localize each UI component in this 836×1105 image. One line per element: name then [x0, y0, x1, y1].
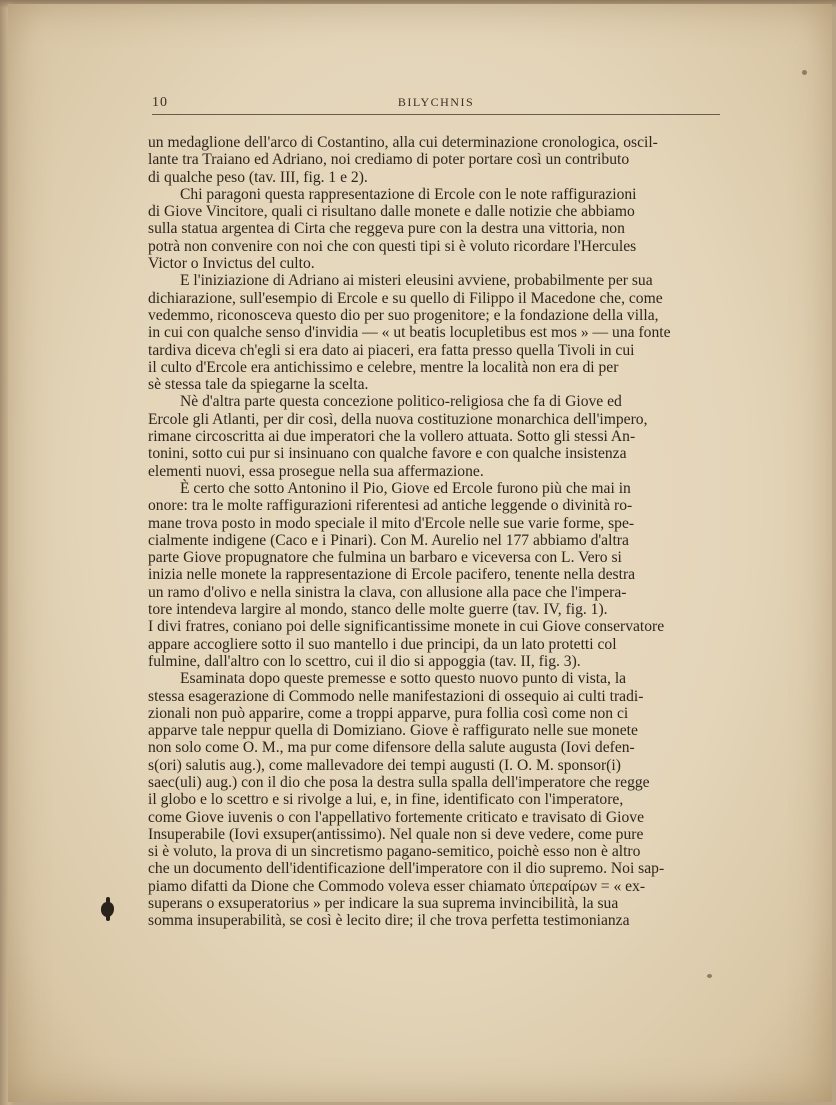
text-line: onore: tra le molte raffigurazioni riferentesi ad antiche leggende o divinità ro- — [148, 497, 633, 515]
ink-stain-mark — [106, 897, 110, 921]
text-line: che un documento dell'identificazione dell'imperatore con il dio supremo. Noi sap- — [148, 860, 665, 878]
text-line: di Giove Vincitore, quali ci risultano dalle monete e dalle notizie che abbiamo — [148, 203, 635, 221]
header-rule — [152, 114, 720, 115]
text-line: un medaglione dell'arco di Costantino, alla cui determinazione cronologica, oscil- — [148, 134, 658, 151]
text-line: saec(uli) aug.) con il dio che posa la destra sulla spalla dell'imperatore che regge — [148, 773, 650, 791]
text-line: tonini, sotto cui pur si insinuano con qualche favore e con qualche insistenza — [148, 445, 627, 463]
text-line: Ercole gli Atlanti, per dir così, della nuova costituzione monarchica dell'impero, — [148, 410, 648, 428]
text-line: tore intendeva largire al mondo, stanco delle molte guerre (tav. IV, fig. 1). — [148, 601, 608, 619]
text-line: in cui con qualche senso d'invidia — « ut beatis locupletibus est mos » — una fonte — [148, 324, 671, 342]
text-line: come Giove iuvenis o con l'appellativo fortemente criticato e travisato di Giove — [148, 808, 645, 826]
text-line: Chi paragoni questa rappresentazione di Ercole con le note raffigurazioni — [180, 185, 637, 203]
text-line: Victor o Invictus del culto. — [148, 255, 315, 273]
text-line: zionali non può apparire, come a troppi apparve, pura follia così come non ci — [148, 704, 629, 722]
text-line: potrà non convenire con noi che con questi tipi si è voluto ricordare l'Hercules — [148, 237, 637, 255]
text-line: È certo che sotto Antonino il Pio, Giove ed Ercole furono più che mai in — [180, 479, 631, 497]
text-line: sulla statua argentea di Cirta che reggeva pure con la destra una vittoria, non — [148, 220, 625, 238]
text-line: inizia nelle monete la rappresentazione di Ercole pacifero, tenente nella destra — [148, 566, 636, 584]
text-line: sè stessa tale da spiegarne la scelta. — [148, 376, 369, 394]
text-line: stessa esagerazione di Commodo nelle manifestazioni di ossequio ai culti tradi- — [148, 687, 644, 705]
text-line: lante tra Traiano ed Adriano, noi crediamo di poter portare così un contributo — [148, 151, 630, 169]
text-line: vedemmo, riconosceva questo dio per suo progenitore; e la fondazione della villa, — [148, 306, 659, 324]
text-line: si è voluto, la prova di un sincretismo pagano-semitico, poichè esso non è altro — [148, 843, 641, 861]
text-line: mane trova posto in modo speciale il mito d'Ercole nelle sue varie forme, spe- — [148, 514, 635, 532]
text-line: fulmine, dall'altro con lo scettro, cui il dio si appoggia (tav. II, fig. 3). — [148, 652, 581, 670]
running-head — [152, 92, 720, 118]
text-line: Esaminata dopo queste premesse e sotto questo nuovo punto di vista, la — [180, 670, 627, 688]
body-text — [148, 134, 724, 930]
text-line: rimane circoscritta ai due imperatori che la vollero attuata. Sotto gli stessi An- — [148, 428, 636, 446]
text-line: E l'iniziazione di Adriano ai misteri eleusini avviene, probabilmente per sua — [180, 272, 653, 290]
paper-spot — [707, 974, 712, 978]
text-line: non solo come O. M., ma pur come difensore della salute augusta (Iovi defen- — [148, 739, 635, 757]
text-line: Nè d'altra parte questa concezione politico-religiosa che fa di Giove ed — [180, 393, 622, 411]
text-line: dichiarazione, sull'esempio di Ercole e su quello di Filippo il Macedone che, come — [148, 289, 663, 307]
text-line: elementi nuovi, essa prosegue nella sua affermazione. — [148, 462, 484, 480]
text-line: il culto d'Ercole era antichissimo e celebre, mentre la località non era di per — [148, 358, 619, 376]
text-line: cialmente indigene (Caco e i Pinari). Con M. Aurelio nel 177 abbiamo d'altra — [148, 531, 629, 549]
text-line: parte Giove propugnatore che fulmina un barbaro e viceversa con L. Vero si — [148, 549, 622, 567]
text-line: I divi fratres, coniano poi delle significantissime monete in cui Giove conservatore — [148, 618, 665, 636]
paper-spot — [802, 70, 807, 75]
text-line: piamo difatti da Dione che Commodo voleva esser chiamato ὑπεραίρων = « ex- — [148, 877, 646, 895]
text-line: tardiva diceva ch'egli si era dato ai piaceri, era fatta presso quella Tivoli in cui — [148, 341, 635, 359]
text-line: Insuperabile (Iovi exsuper(antissimo). Nel quale non si deve vedere, come pure — [148, 825, 644, 843]
text-line: superans o exsuperatorius » per indicare la sua suprema invincibilità, la sua — [148, 895, 619, 913]
text-line: somma insuperabilità, se così è lecito dire; il che trova perfetta testimonianza — [148, 912, 630, 930]
text-line: il globo e lo scettro e si rivolge a lui, e, in fine, identificato con l'imperatore, — [148, 791, 624, 809]
page-number: 10 — [152, 95, 168, 110]
text-line: appare accogliere sotto il suo mantello i due principi, da un lato protetti col — [148, 635, 617, 653]
text-line: apparve tale neppur quella di Domiziano. Giove è raffigurato nelle sue monete — [148, 722, 638, 740]
text-line: s(ori) salutis aug.), come mallevadore dei tempi augusti (I. O. M. sponsor(i) — [148, 756, 621, 774]
text-line: di qualche peso (tav. III, fig. 1 e 2). — [148, 168, 368, 186]
text-line: un ramo d'olivo e nella sinistra la clava, con allusione alla pace che l'impera- — [148, 583, 627, 601]
journal-title: BILYCHNIS — [397, 95, 475, 109]
